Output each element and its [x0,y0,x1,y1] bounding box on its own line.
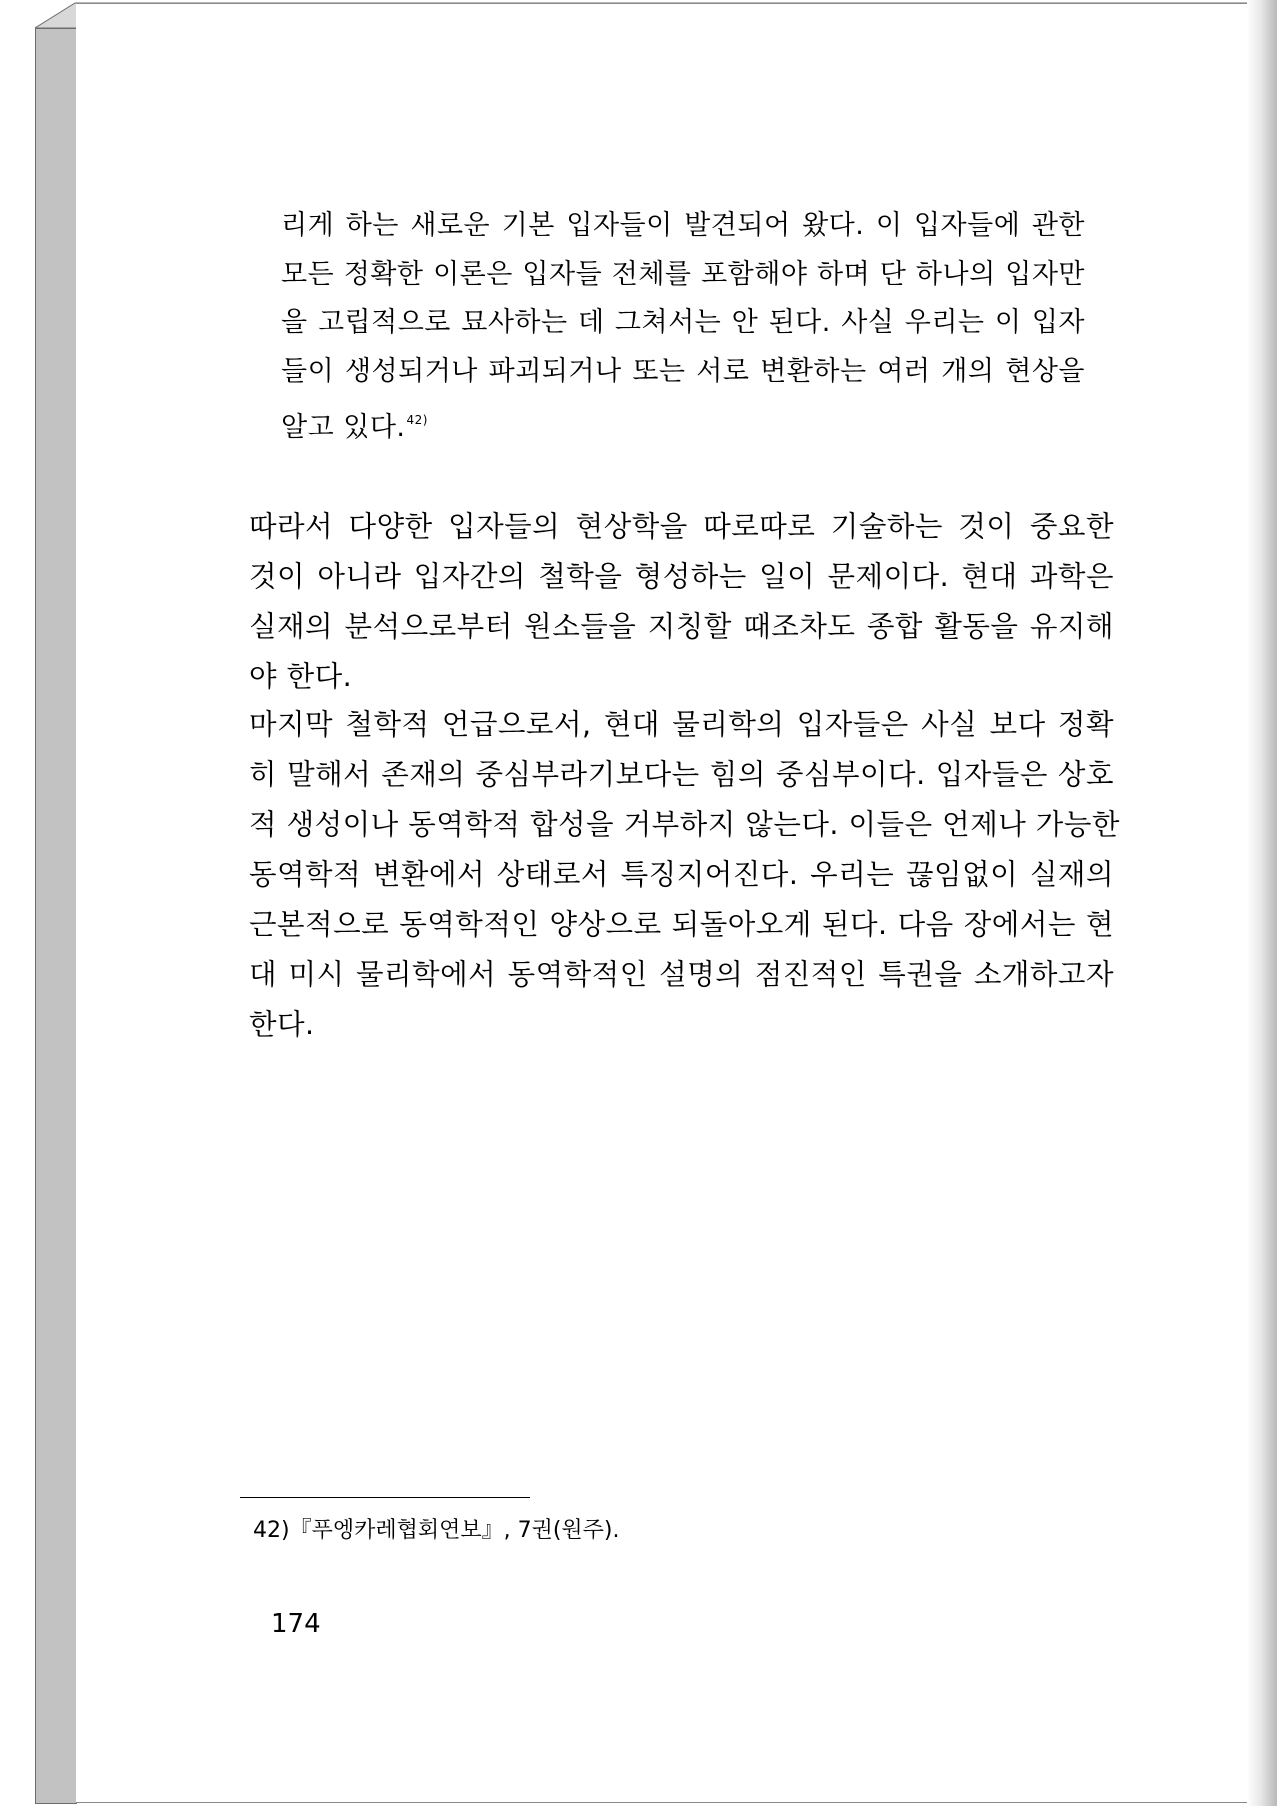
page-number: 174 [271,1609,321,1639]
footnote-divider [240,1497,530,1498]
paragraph-line: 것이 아니라 입자간의 철학을 형성하는 일이 문제이다. 현대 과학은 [249,560,1114,593]
footnote-reference[interactable]: 42) [406,413,428,427]
page-shadow [1247,0,1277,1806]
paragraph-line: 적 생성이나 동역학적 합성을 거부하지 않는다. 이들은 언제나 가능한 [249,808,1120,841]
book-page-edge [35,28,77,1804]
paragraph-line: 따라서 다양한 입자들의 현상학을 따로따로 기술하는 것이 중요한 [249,510,1114,543]
paragraph-line: 마지막 철학적 언급으로서, 현대 물리학의 입자들은 사실 보다 정확 [249,708,1114,741]
paragraph-line: 한다. [249,1008,315,1041]
paragraph-line: 동역학적 변환에서 상태로서 특징지어진다. 우리는 끊임없이 실재의 [249,858,1114,891]
quote-line: 모든 정확한 이론은 입자들 전체를 포함해야 하며 단 하나의 입자만 [281,258,1085,290]
quote-line-text: 알고 있다. [281,412,406,443]
paragraph-line: 야 한다. [249,660,353,693]
block-quote [281,202,1085,453]
quote-line: 을 고립적으로 묘사하는 데 그쳐서는 안 된다. 사실 우리는 이 입자 [281,307,1085,338]
paragraph-line: 대 미시 물리학에서 동역학적인 설명의 점진적인 특권을 소개하고자 [249,958,1114,991]
quote-line-last [281,396,1085,453]
paragraph-line: 근본적으로 동역학적인 양상으로 되돌아오게 된다. 다음 장에서는 현 [249,908,1114,941]
paragraph-line: 실재의 분석으로부터 원소들을 지칭할 때조차도 종합 활동을 유지해 [249,610,1114,643]
paragraph-2 [249,700,1120,1050]
footnote: 42)『푸엥카레협회연보』, 7권(원주). [253,1518,620,1543]
quote-line: 들이 생성되거나 파괴되거나 또는 서로 변환하는 여러 개의 현상을 [281,355,1085,387]
paragraph-line: 히 말해서 존재의 중심부라기보다는 힘의 중심부이다. 입자들은 상호 [249,758,1114,791]
paragraph-1 [249,502,1114,702]
quote-line: 리게 하는 새로운 기본 입자들이 발견되어 왔다. 이 입자들에 관한 [281,210,1085,241]
